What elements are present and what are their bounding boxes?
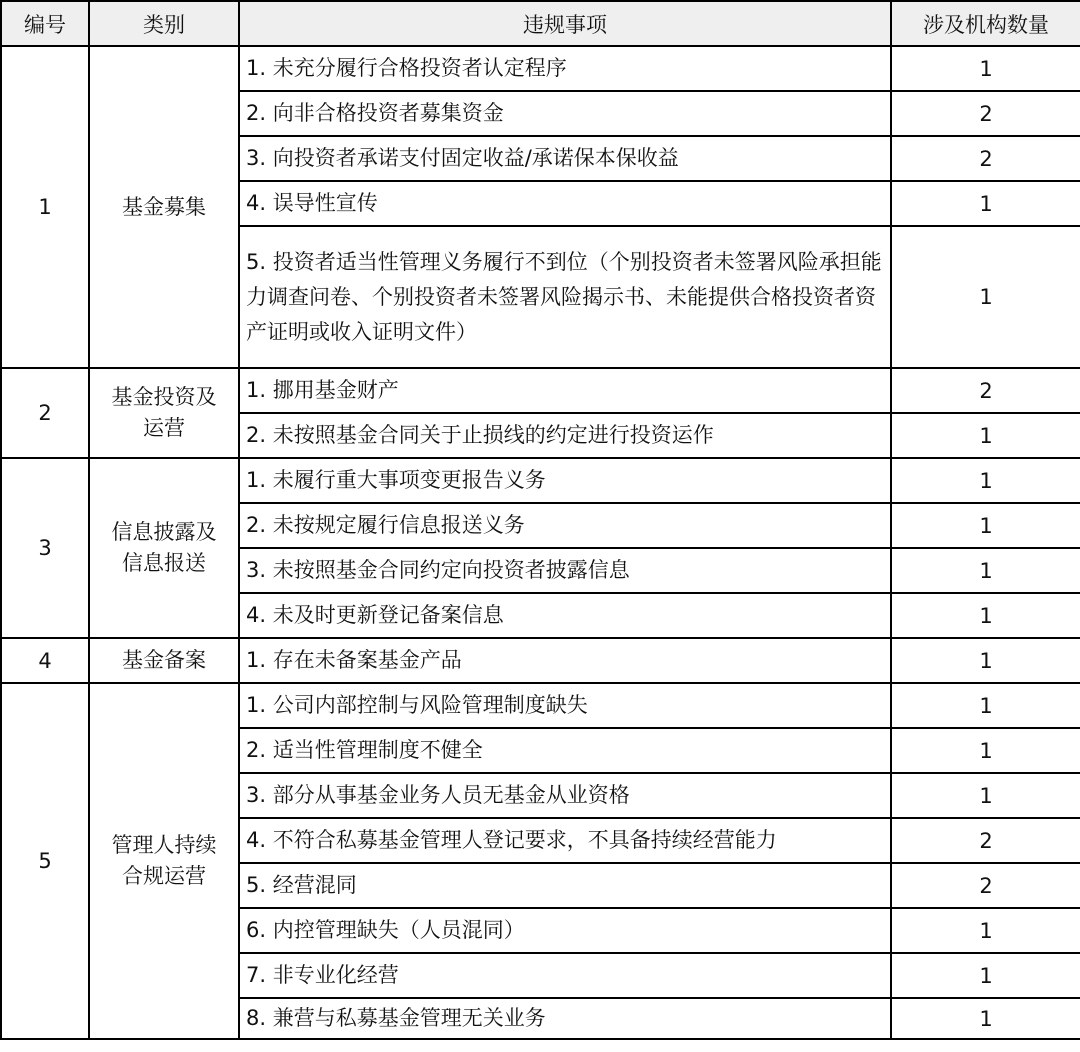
institution-count: 2	[891, 91, 1080, 136]
table-row	[1, 368, 1080, 413]
group-category-cell	[89, 638, 239, 683]
group-number: 2	[1, 368, 89, 458]
institution-count: 1	[891, 593, 1080, 638]
institution-count: 1	[891, 226, 1080, 368]
institution-count: 1	[891, 908, 1080, 953]
table-row	[1, 46, 1080, 91]
institution-count: 1	[891, 503, 1080, 548]
institution-count: 1	[891, 998, 1080, 1039]
group-category-cell	[89, 46, 239, 368]
header-category: 类别	[89, 1, 239, 46]
violation-item: 8. 兼营与私募基金管理无关业务	[239, 998, 891, 1039]
table-row	[1, 458, 1080, 503]
violation-item: 2. 未按照基金合同关于止损线的约定进行投资运作	[239, 413, 891, 458]
group-number: 3	[1, 458, 89, 638]
institution-count: 2	[891, 863, 1080, 908]
violation-item: 7. 非专业化经营	[239, 953, 891, 998]
table-row	[1, 638, 1080, 683]
violation-item: 1. 未履行重大事项变更报告义务	[239, 458, 891, 503]
institution-count: 1	[891, 413, 1080, 458]
institution-count: 1	[891, 683, 1080, 728]
violation-item: 1. 挪用基金财产	[239, 368, 891, 413]
violation-item: 4. 未及时更新登记备案信息	[239, 593, 891, 638]
violation-item: 2. 未按规定履行信息报送义务	[239, 503, 891, 548]
violation-item: 5. 投资者适当性管理义务履行不到位（个别投资者未签署风险承担能力调查问卷、个别投资者未签署风险揭示书、未能提供合格投资者资产证明或收入证明文件）	[239, 226, 891, 368]
violation-item: 3. 未按照基金合同约定向投资者披露信息	[239, 548, 891, 593]
group-number: 5	[1, 683, 89, 1039]
header-number: 编号	[1, 1, 89, 46]
institution-count: 2	[891, 368, 1080, 413]
group-category: 管理人持续合规运营	[111, 833, 217, 888]
institution-count: 2	[891, 136, 1080, 181]
group-category-cell	[89, 683, 239, 1039]
group-category: 基金备案	[122, 648, 206, 672]
institution-count: 1	[891, 773, 1080, 818]
group-number: 4	[1, 638, 89, 683]
institution-count: 2	[891, 818, 1080, 863]
table-body	[1, 46, 1080, 1039]
institution-count: 1	[891, 638, 1080, 683]
violation-item: 2. 适当性管理制度不健全	[239, 728, 891, 773]
group-category: 基金投资及运营	[111, 385, 217, 440]
group-category: 信息披露及信息报送	[111, 520, 217, 575]
violation-item: 5. 经营混同	[239, 863, 891, 908]
header-row	[1, 1, 1080, 46]
institution-count: 1	[891, 46, 1080, 91]
violation-item: 4. 误导性宣传	[239, 181, 891, 226]
violation-item: 4. 不符合私募基金管理人登记要求，不具备持续经营能力	[239, 818, 891, 863]
group-category-cell	[89, 458, 239, 638]
violation-item: 6. 内控管理缺失（人员混同）	[239, 908, 891, 953]
violation-item: 1. 未充分履行合格投资者认定程序	[239, 46, 891, 91]
group-category: 基金募集	[122, 194, 206, 219]
violation-item: 2. 向非合格投资者募集资金	[239, 91, 891, 136]
violation-item: 1. 存在未备案基金产品	[239, 638, 891, 683]
institution-count: 1	[891, 458, 1080, 503]
violation-item: 3. 部分从事基金业务人员无基金从业资格	[239, 773, 891, 818]
table-row	[1, 683, 1080, 728]
violation-item: 3. 向投资者承诺支付固定收益/承诺保本保收益	[239, 136, 891, 181]
institution-count: 1	[891, 181, 1080, 226]
violation-item: 1. 公司内部控制与风险管理制度缺失	[239, 683, 891, 728]
header-count: 涉及机构数量	[891, 1, 1080, 46]
institution-count: 1	[891, 728, 1080, 773]
header-violation: 违规事项	[239, 1, 891, 46]
institution-count: 1	[891, 548, 1080, 593]
group-category-cell	[89, 368, 239, 458]
institution-count: 1	[891, 953, 1080, 998]
group-number: 1	[1, 46, 89, 368]
